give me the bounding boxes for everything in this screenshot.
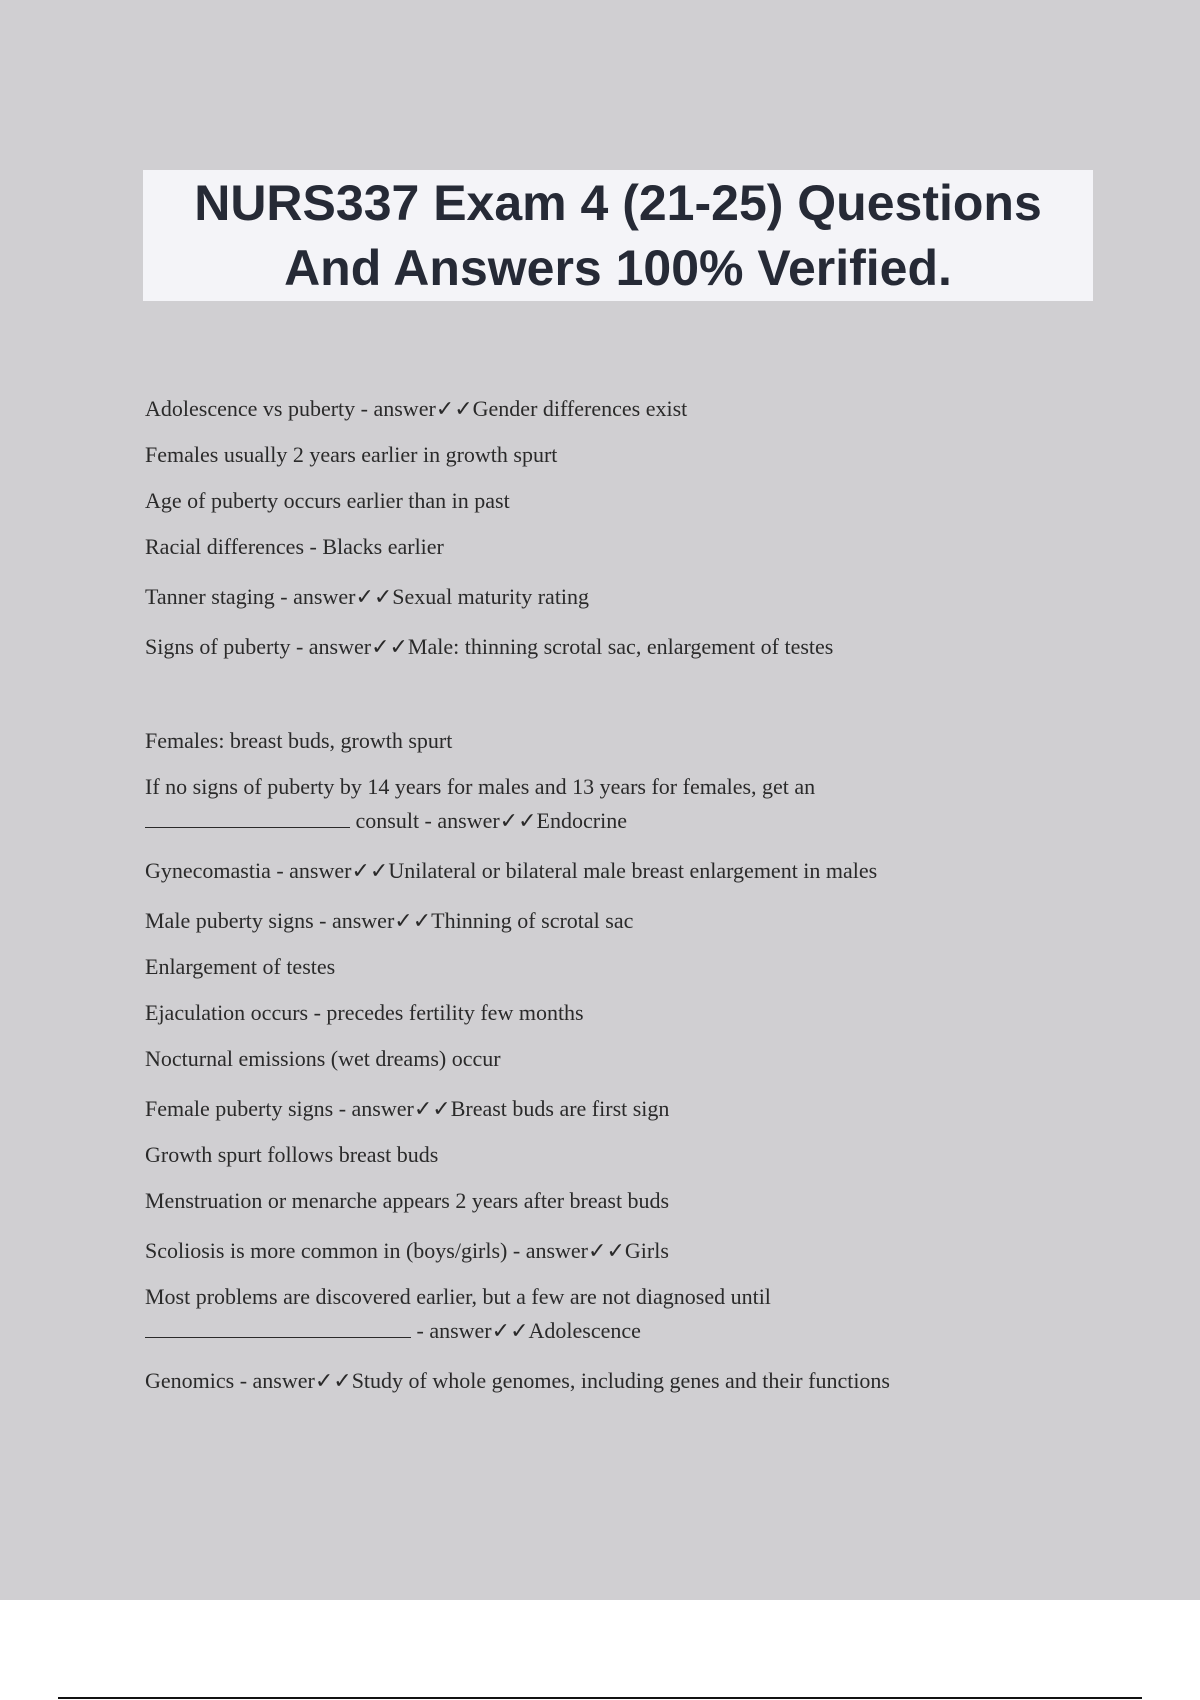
qa-line: Ejaculation occurs - precedes fertility few months	[145, 1000, 584, 1025]
qa-line: Signs of puberty - answer✓✓Male: thinning scrotal sac, enlargement of testes	[145, 634, 834, 659]
qa-line: Nocturnal emissions (wet dreams) occur	[145, 1046, 501, 1071]
qa-list	[145, 392, 1145, 1398]
qa-line-text: consult - answer✓✓Endocrine	[355, 808, 627, 833]
qa-line: Menstruation or menarche appears 2 years after breast buds	[145, 1188, 670, 1213]
qa-line: Male puberty signs - answer✓✓Thinning of scrotal sac	[145, 908, 634, 933]
qa-line: Racial differences - Blacks earlier	[145, 534, 444, 559]
qa-line: Growth spurt follows breast buds	[145, 1142, 439, 1167]
qa-line: Scoliosis is more common in (boys/girls) - answer✓✓Girls	[145, 1238, 669, 1263]
title-banner	[143, 170, 1093, 301]
fill-in-blank	[145, 805, 350, 828]
qa-line: Genomics - answer✓✓Study of whole genomes, including genes and their functions	[145, 1368, 890, 1393]
title-line-1: NURS337 Exam 4 (21-25) Questions	[194, 174, 1042, 231]
qa-line: Female puberty signs - answer✓✓Breast buds are first sign	[145, 1096, 670, 1121]
qa-line-continuation	[145, 1314, 1145, 1348]
page-divider	[58, 1697, 1142, 1699]
qa-line: Most problems are discovered earlier, but a few are not diagnosed until	[145, 1284, 771, 1309]
qa-line: Females: breast buds, growth spurt	[145, 728, 453, 753]
qa-line: Gynecomastia - answer✓✓Unilateral or bilateral male breast enlargement in males	[145, 858, 878, 883]
qa-line-continuation	[145, 804, 1145, 838]
document-title	[194, 171, 1042, 301]
title-line-2: And Answers 100% Verified.	[284, 239, 952, 296]
qa-line: Age of puberty occurs earlier than in past	[145, 488, 510, 513]
qa-line: Females usually 2 years earlier in growth spurt	[145, 442, 558, 467]
fill-in-blank	[145, 1315, 411, 1338]
qa-line: Tanner staging - answer✓✓Sexual maturity rating	[145, 584, 590, 609]
qa-line: If no signs of puberty by 14 years for males and 13 years for females, get an	[145, 774, 816, 799]
qa-line: Adolescence vs puberty - answer✓✓Gender differences exist	[145, 396, 688, 421]
qa-line: Enlargement of testes	[145, 954, 336, 979]
qa-line-text: - answer✓✓Adolescence	[416, 1318, 641, 1343]
